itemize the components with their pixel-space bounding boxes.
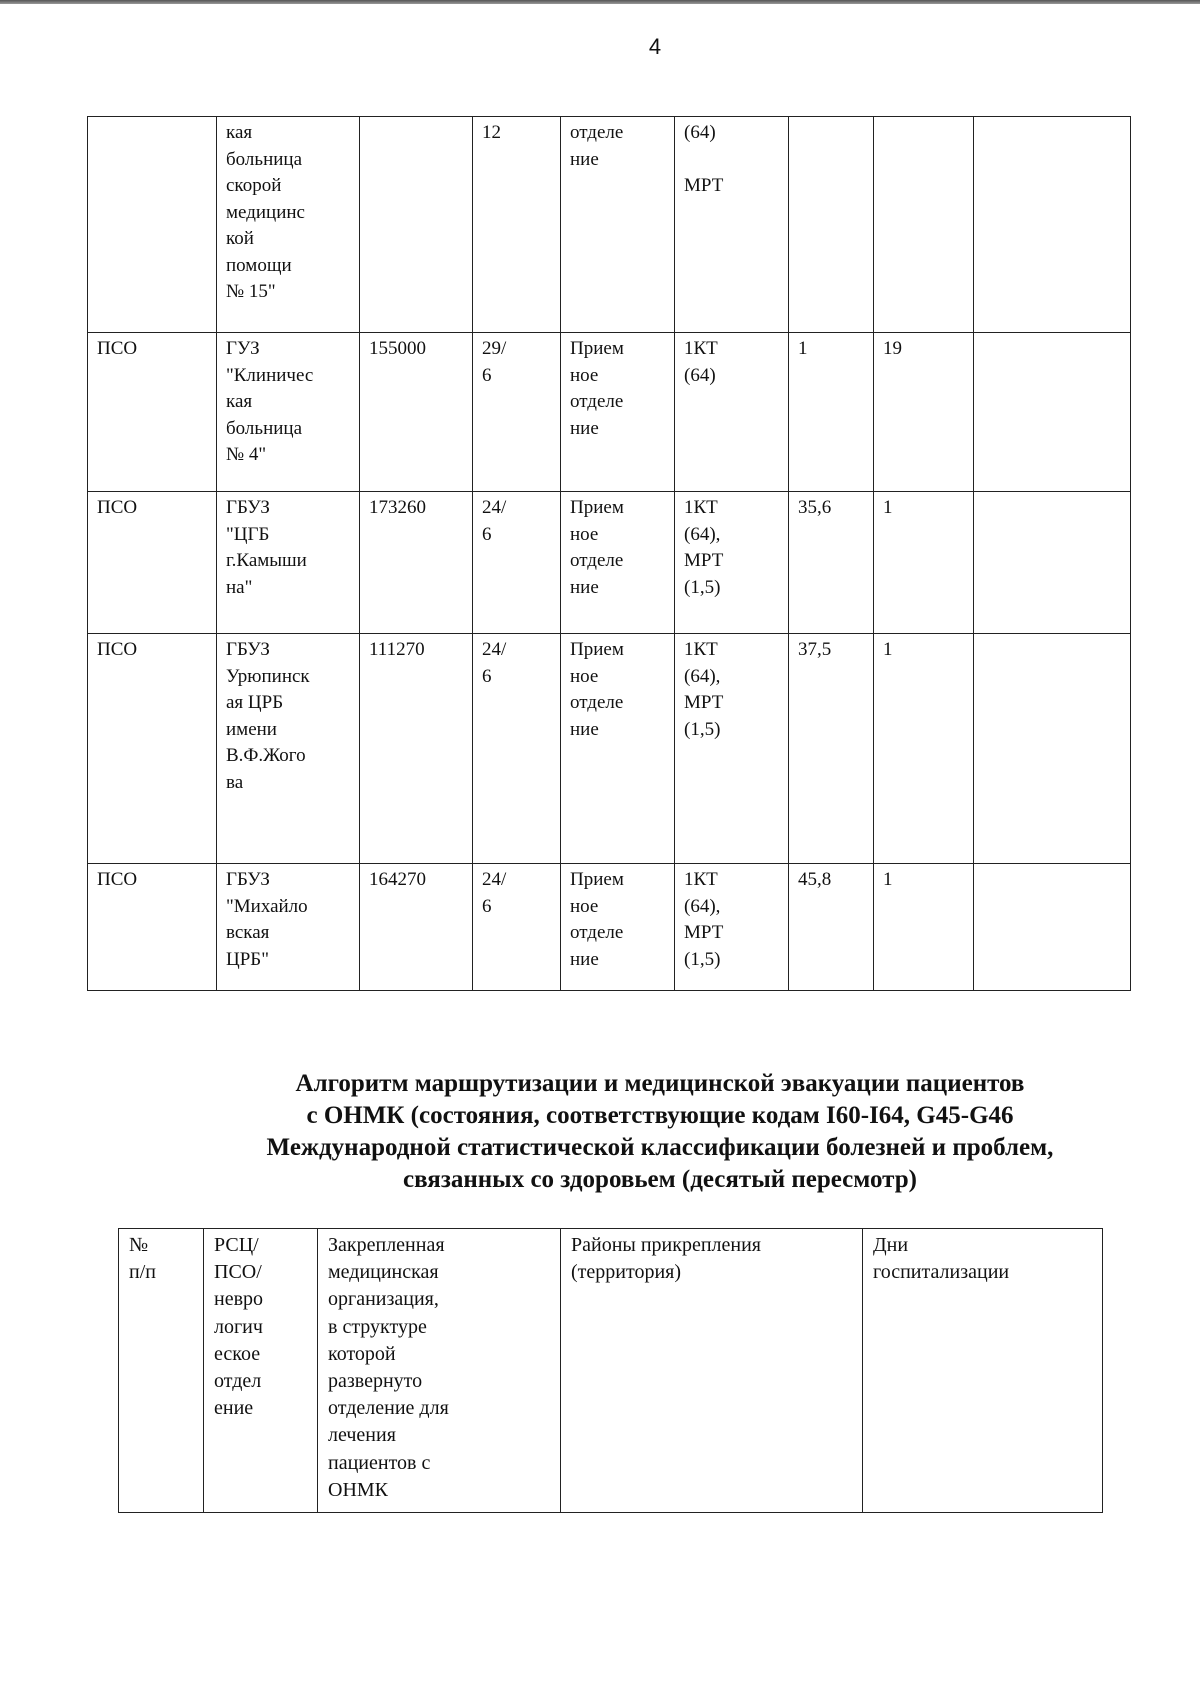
routing-table <box>118 1228 1103 1513</box>
table-cell: 155000 <box>360 333 473 492</box>
table-cell: 24/ 6 <box>473 492 561 634</box>
header-cell-days: Дни госпитализации <box>863 1229 1103 1513</box>
table-cell: Прием ное отделе ние <box>561 864 675 991</box>
table-cell <box>974 333 1131 492</box>
table-cell: отделе ние <box>561 117 675 333</box>
table-row <box>88 117 1131 333</box>
table-cell: ГБУЗ "ЦГБ г.Камыши на" <box>217 492 360 634</box>
table-cell: Прием ное отделе ние <box>561 492 675 634</box>
table-cell: 24/ 6 <box>473 864 561 991</box>
table-cell <box>88 117 217 333</box>
table-cell: 1 <box>789 333 874 492</box>
table-cell: 1КТ (64), МРТ (1,5) <box>675 864 789 991</box>
table-cell: ГБУЗ "Михайло вская ЦРБ" <box>217 864 360 991</box>
table-cell: 37,5 <box>789 634 874 864</box>
table-row <box>88 864 1131 991</box>
table-cell <box>974 117 1131 333</box>
table-cell: ПСО <box>88 634 217 864</box>
table-cell: (64) МРТ <box>675 117 789 333</box>
table-cell: 164270 <box>360 864 473 991</box>
table-cell: 1КТ (64), МРТ (1,5) <box>675 492 789 634</box>
header-cell-organization: Закрепленная медицинская организация, в структуре которой развернуто отделение для лечения пациентов с ОНМК <box>318 1229 561 1513</box>
table-cell <box>974 864 1131 991</box>
table-cell: ПСО <box>88 864 217 991</box>
table-cell <box>789 117 874 333</box>
table-cell: 111270 <box>360 634 473 864</box>
header-cell-number: № п/п <box>119 1229 204 1513</box>
table-row <box>88 333 1131 492</box>
table-row <box>88 634 1131 864</box>
table-cell: кая больница скорой медицинс кой помощи № 15" <box>217 117 360 333</box>
table-cell: ПСО <box>88 333 217 492</box>
table-cell: 29/ 6 <box>473 333 561 492</box>
table-cell: 1КТ (64) <box>675 333 789 492</box>
table-cell: 1 <box>874 492 974 634</box>
table-cell: 24/ 6 <box>473 634 561 864</box>
table-cell: Прием ное отделе ние <box>561 634 675 864</box>
table-cell: 1КТ (64), МРТ (1,5) <box>675 634 789 864</box>
header-cell-unit-type: РСЦ/ ПСО/ невро логич еское отдел ение <box>204 1229 318 1513</box>
facilities-table <box>87 116 1131 991</box>
table-cell: 1 <box>874 864 974 991</box>
table-header-row <box>119 1229 1103 1513</box>
table-cell: 19 <box>874 333 974 492</box>
page-number: 4 <box>648 34 662 59</box>
table-cell: 1 <box>874 634 974 864</box>
table-cell: Прием ное отделе ние <box>561 333 675 492</box>
table-cell: 35,6 <box>789 492 874 634</box>
table-cell: ГУЗ "Клиничес кая больница № 4" <box>217 333 360 492</box>
table-cell <box>974 634 1131 864</box>
table-cell: 173260 <box>360 492 473 634</box>
table-cell: 45,8 <box>789 864 874 991</box>
table-row <box>88 492 1131 634</box>
table-cell <box>360 117 473 333</box>
table-cell <box>874 117 974 333</box>
table-cell <box>974 492 1131 634</box>
table-cell: ГБУЗ Урюпинск ая ЦРБ имени В.Ф.Жого ва <box>217 634 360 864</box>
table-cell: 12 <box>473 117 561 333</box>
header-cell-districts: Районы прикрепления (территория) <box>561 1229 863 1513</box>
table-cell: ПСО <box>88 492 217 634</box>
section-title: Алгоритм маршрутизации и медицинской эвакуации пациентов с ОНМК (состояния, соответствующие кодам I60-I64, G45-G46 Международной статистической классификации болезней и проблем, связанных со здоровьем (десятый пересмотр) <box>266 1070 1054 1193</box>
scan-edge <box>0 0 1200 4</box>
